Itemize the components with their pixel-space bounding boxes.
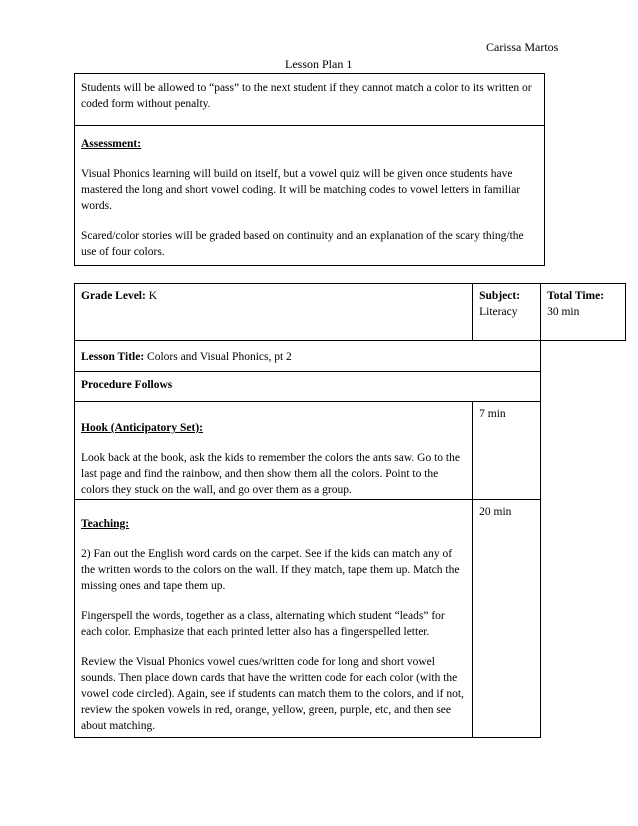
table-row <box>75 341 626 372</box>
hook-time-cell <box>473 402 541 500</box>
author-name: Carissa Martos <box>486 40 559 54</box>
subject-value: Literacy <box>479 306 518 318</box>
teaching-paragraph-3: Review the Visual Phonics vowel cues/written code for long and short vowel sounds. Then place down cards that have the written code for each color (with the vowel code circled). Again, see if students can match them to the colors, and if not, review the spoken vowels in red, orange, yellow, green, purple, etc, and then see about matching. <box>81 656 464 732</box>
total-time-label: Total Time: <box>547 290 605 302</box>
subject-cell <box>473 284 541 341</box>
table-row <box>75 284 626 341</box>
table-row <box>75 402 626 500</box>
grade-level-value: K <box>145 290 158 302</box>
assessment-box <box>74 73 545 266</box>
table-row <box>75 372 626 402</box>
grade-level-cell <box>75 284 473 341</box>
teaching-cell <box>75 500 473 738</box>
assessment-cell <box>75 126 544 260</box>
teaching-heading: Teaching: <box>81 518 130 530</box>
hook-time: 7 min <box>479 408 506 420</box>
table-row <box>75 500 626 738</box>
lesson-plan-table <box>74 283 626 738</box>
procedure-heading: Procedure Follows <box>81 379 173 391</box>
subject-label: Subject: <box>479 290 521 302</box>
teaching-time-cell <box>473 500 541 738</box>
procedure-cell <box>75 372 541 402</box>
grade-level-label: Grade Level: <box>81 290 146 302</box>
assessment-paragraph-1: Visual Phonics learning will build on itself, but a vowel quiz will be given once students have mastered the long and short vowel coding. It will be matching codes to vowel letters in familiar words. <box>81 168 521 212</box>
pass-policy-cell <box>75 74 544 126</box>
teaching-paragraph-1: 2) Fan out the English word cards on the carpet. See if the kids can match any of the written words to the colors on the wall. If they match, tape them up. Match the missing ones and tape them up. <box>81 548 460 592</box>
assessment-heading: Assessment: <box>81 138 142 150</box>
hook-text: Look back at the book, ask the kids to remember the colors the ants saw. Go to the last page and find the rainbow, and then show them all the colors. Point to the colors they stuck on the wall, and go over them as a group. <box>81 452 460 496</box>
pass-policy-text: Students will be allowed to “pass” to the next student if they cannot match a color to its written or coded form without penalty. <box>81 82 532 110</box>
hook-cell <box>75 402 473 500</box>
document-title: Lesson Plan 1 <box>285 57 353 71</box>
hook-heading: Hook (Anticipatory Set): <box>81 422 204 434</box>
total-time-value: 30 min <box>547 306 580 318</box>
lesson-title-value: Colors and Visual Phonics, pt 2 <box>144 351 292 363</box>
lesson-title-label: Lesson Title: <box>81 351 145 363</box>
lesson-title-cell <box>75 341 541 372</box>
teaching-time: 20 min <box>479 506 512 518</box>
teaching-paragraph-2: Fingerspell the words, together as a class, alternating which student “leads” for each color. Emphasize that each printed letter also has a fingerspelled letter. <box>81 610 445 638</box>
total-time-cell <box>541 284 626 341</box>
assessment-paragraph-2: Scared/color stories will be graded based on continuity and an explanation of the scary thing/the use of four colors. <box>81 230 524 258</box>
